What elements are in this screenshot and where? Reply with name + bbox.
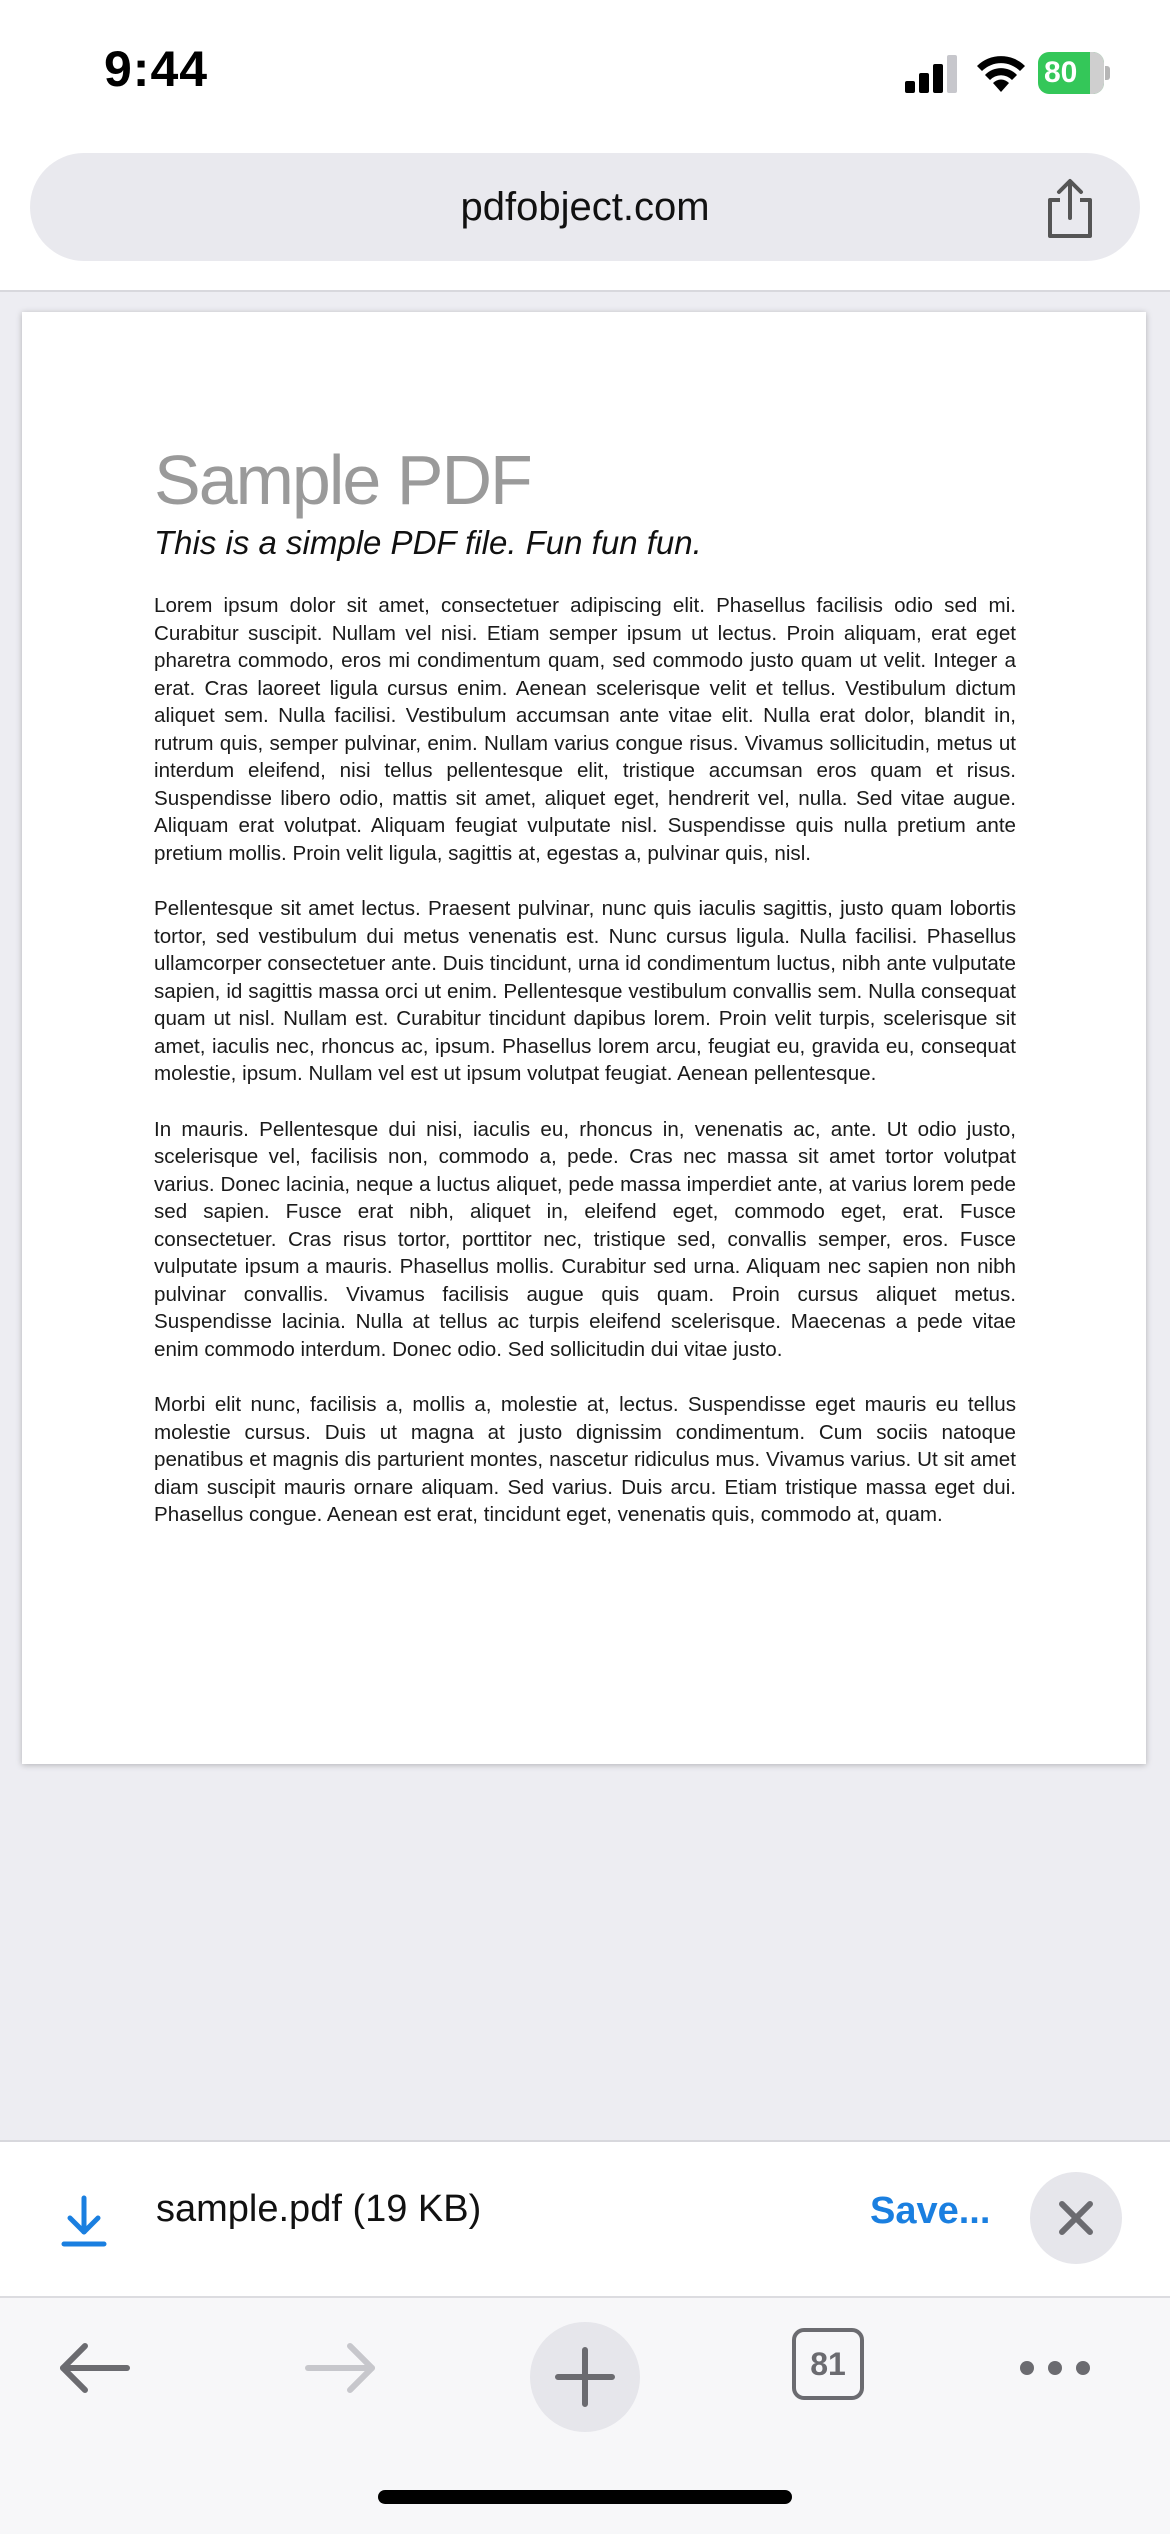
plus-icon [530,2322,640,2432]
pdf-body [154,592,1016,1557]
download-file-label: sample.pdf (19 KB) [156,2188,482,2230]
clock: 9:44 [104,41,209,97]
forward-button[interactable] [300,2333,380,2403]
pdf-paragraph: Lorem ipsum dolor sit amet, consectetuer adipiscing elit. Phasellus facilisis odio sed mi. Curabitur suscipit. Nullam vel nisi. Etiam semper ipsum ut lectus. Proin aliquam, erat eget pharetra commodo, eros mi condimentum quam, sed commodo justo quam ut velit. Integer a erat. Cras laoreet ligula cursus enim. Aenean scelerisque velit et tellus. Vestibulum dictum aliquet sem. Nulla facilisi. Vestibulum accumsan ante vitae elit. Nulla erat dolor, blandit in, rutrum quis, semper pulvinar, enim. Nullam varius congue risus. Vivamus sollicitudin, metus ut interdum eleifend, nisi tellus pellentesque elit, tristique accumsan eros quam et risus. Suspendisse libero odio, mattis sit amet, aliquet eget, hendrerit vel, nulla. Sed vitae augue. Aliquam erat volutpat. Aliquam feugiat vulputate nisl. Suspendisse quis nulla pretium ante pretium mollis. Proin velit ligula, sagittis at, egestas a, pulvinar quis, nisl. [154,594,1016,865]
back-button[interactable] [55,2333,135,2403]
address-bar[interactable] [30,153,1140,261]
save-button[interactable]: Save... [870,2190,991,2232]
tab-count: 81 [810,2346,846,2382]
close-icon [1030,2172,1122,2264]
status-bar [0,0,1170,140]
pdf-page[interactable] [22,312,1146,1764]
tab-switcher-button[interactable] [792,2328,864,2400]
pdf-paragraph: Pellentesque sit amet lectus. Praesent pulvinar, nunc quis iaculis sagittis, justo quam lobortis tortor, sed vestibulum dui metus venenatis est. Nunc cursus ligula. Nulla facilisi. Phasellus ullamcorper consectetuer ante. Duis tincidunt, urna id condimentum luctus, nibh ante vulputate sapien, id sagittis massa orci ut enim. Pellentesque vestibulum convallis sem. Nulla consequat quam ut nisl. Nullam est. Curabitur tincidunt dapibus lorem. Proin velit turpis, scelerisque sit amet, iaculis nec, rhoncus ac, ipsum. Phasellus lorem arcu, feugiat eu, gravida eu, consequat molestie, ipsum. Nullam vel est ut ipsum volutpat feugiat. Aenean pellentesque. [154,897,1016,1085]
pdf-viewer[interactable] [0,292,1170,2140]
url-text[interactable]: pdfobject.com [460,185,710,229]
close-download-button[interactable] [1030,2172,1122,2264]
download-icon [58,2194,110,2248]
battery-level: 80 [1044,56,1078,89]
pdf-paragraph: Morbi elit nunc, facilisis a, mollis a, molestie at, lectus. Suspendisse eget mauris eu tellus molestie cursus. Duis ut magna at justo dignissim condimentum. Cum sociis natoque penatibus et magnis dis parturient montes, nascetur ridiculus mus. Vivamus varius. Ut sit amet diam suscipit mauris ornare aliquam. Sed varius. Duis arcu. Etiam tristique massa eget dui. Phasellus congue. Aenean est erat, tincidunt eget, venenatis quis, commodo at, quam. [154,1393,1016,1526]
battery-icon [1038,52,1110,94]
pdf-title: Sample PDF [154,441,531,519]
share-icon[interactable] [1040,178,1100,240]
new-tab-button[interactable] [530,2322,640,2432]
download-bar [0,2140,1170,2297]
more-menu-icon[interactable] [1015,2353,1095,2383]
pdf-subtitle: This is a simple PDF file. Fun fun fun. [154,524,702,561]
wifi-icon [975,52,1027,94]
pdf-paragraph: In mauris. Pellentesque dui nisi, iaculis eu, rhoncus in, venenatis ac, ante. Ut odio justo, scelerisque vel, facilisis non, commodo a, pede. Cras nec massa sit amet tortor volutpat varius. Donec lacinia, neque a luctus aliquet, pede massa imperdiet ante, at varius lorem pede sed sapien. Fusce erat nibh, aliquet in, eleifend eget, commodo eget, erat. Fusce consectetuer. Cras risus tortor, porttitor nec, tristique sed, convallis semper, eros. Fusce vulputate ipsum a mauris. Phasellus mollis. Curabitur sed urna. Aliquam nec sapien non nibh pulvinar convallis. Vivamus facilisis augue quis quam. Proin cursus aliquet metus. Suspendisse lacinia. Nulla at tellus ac turpis eleifend scelerisque. Maecenas a pede vitae enim commodo interdum. Donec odio. Sed sollicitudin dui vitae justo. [154,1117,1016,1361]
home-indicator [378,2490,792,2504]
cellular-signal-icon [905,55,960,93]
